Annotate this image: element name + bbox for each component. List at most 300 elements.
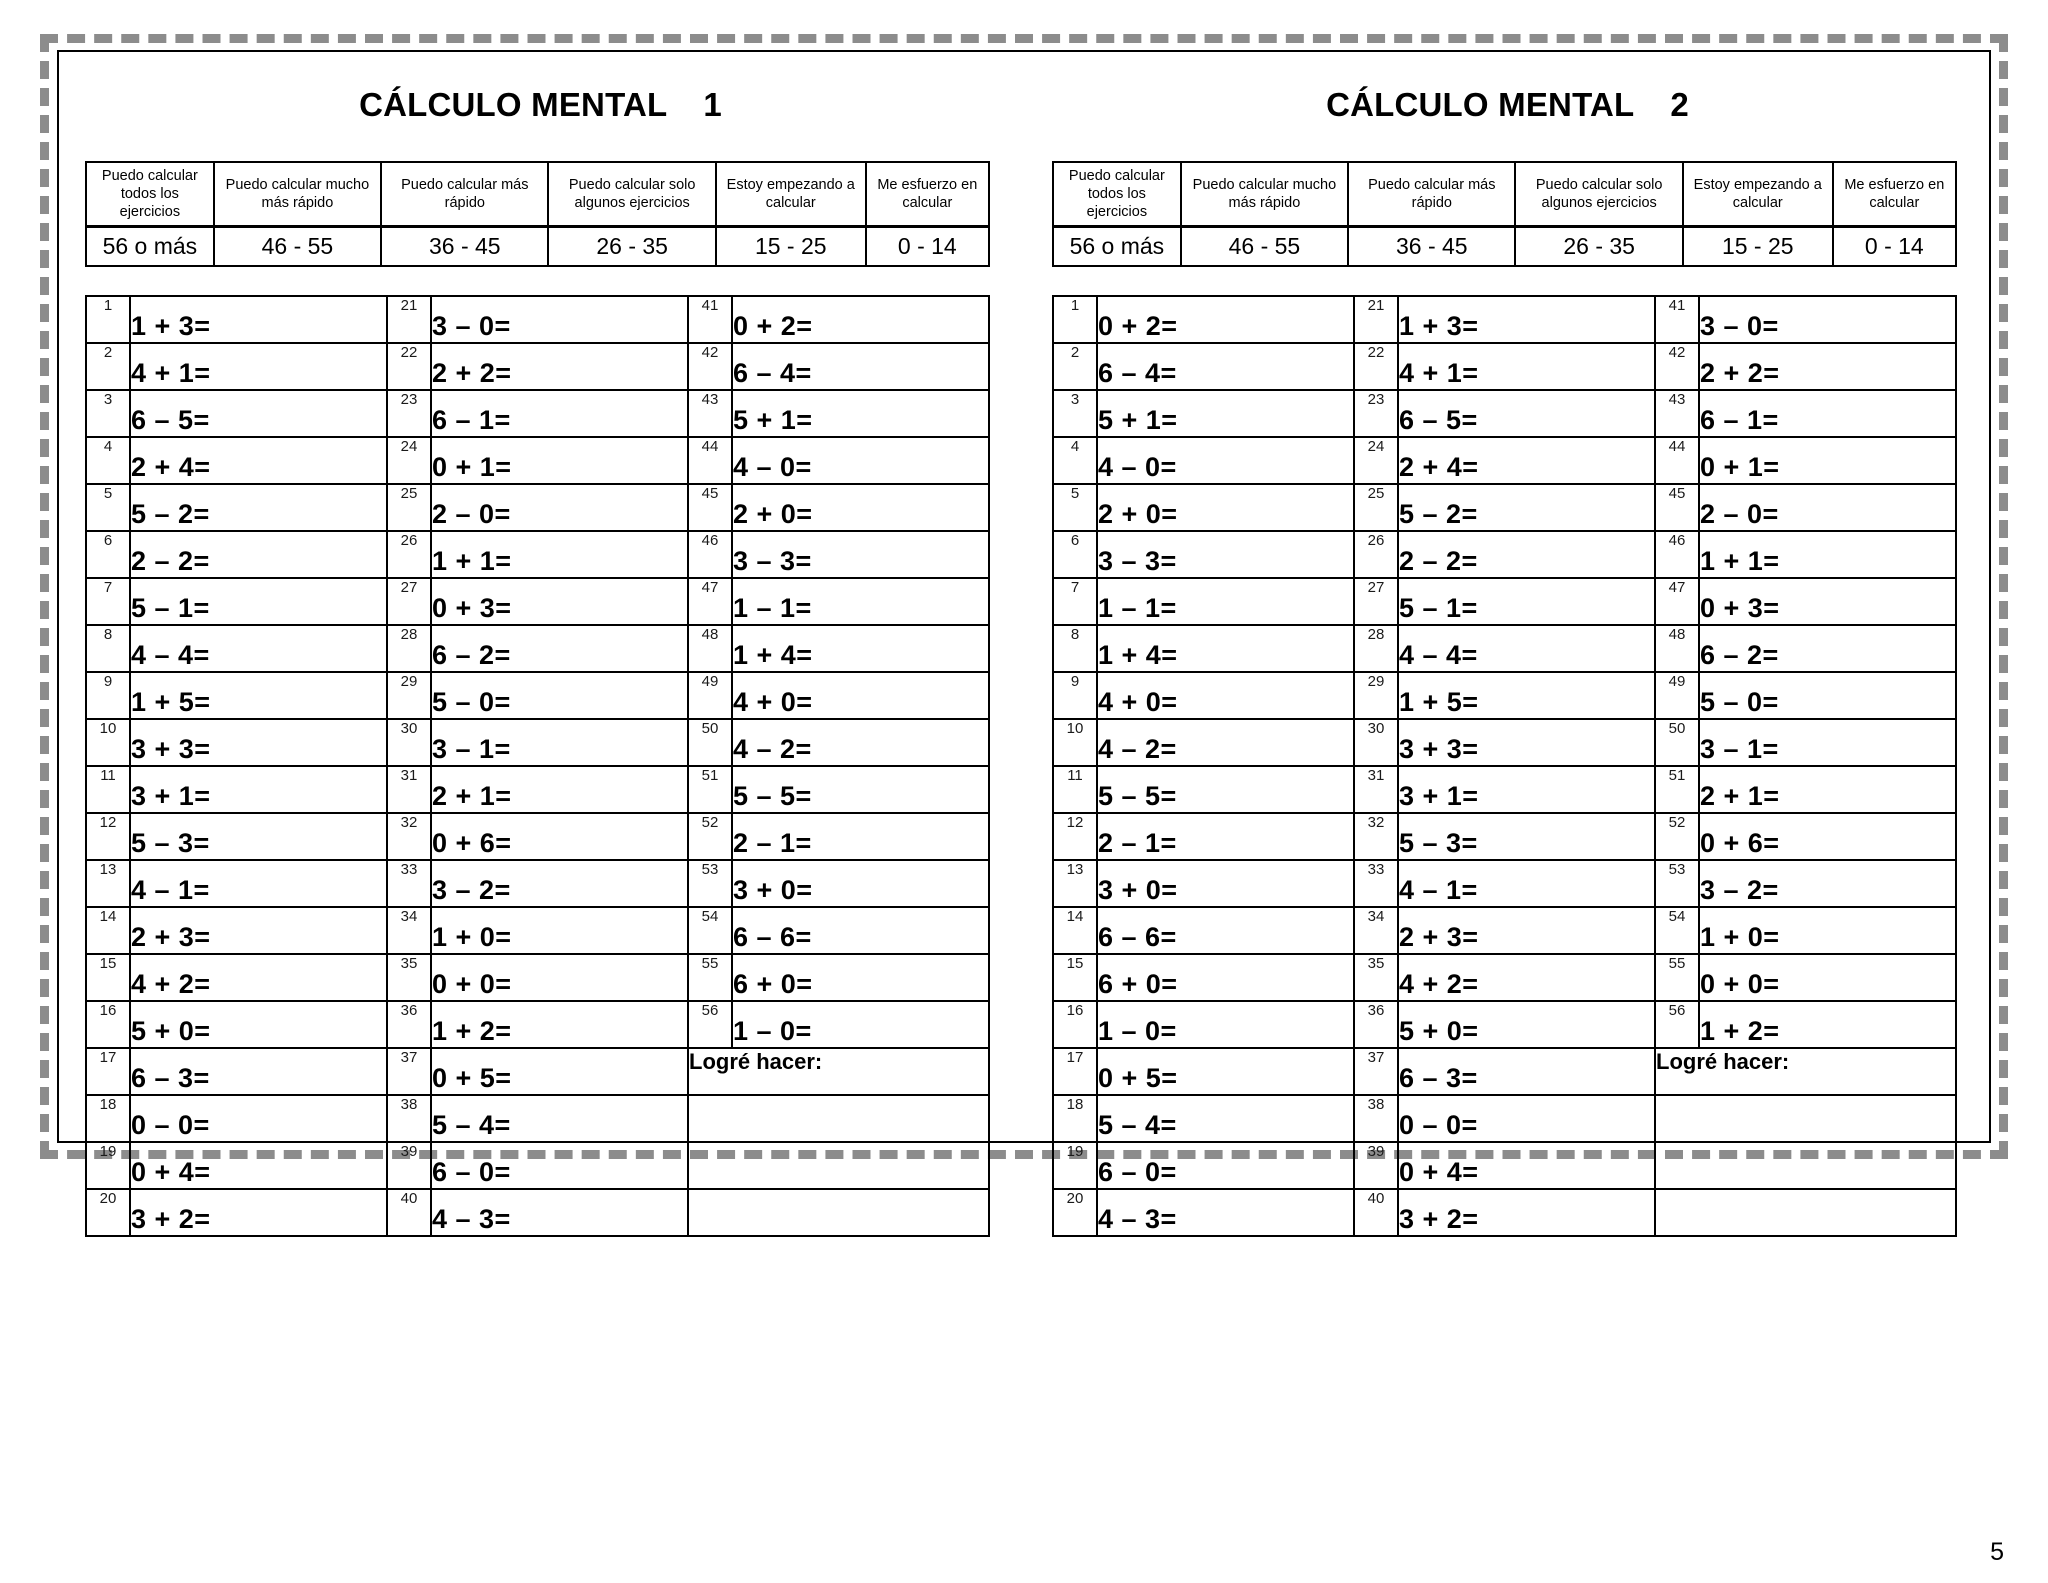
exercise-cell[interactable]: 5 – 2= xyxy=(1398,484,1655,531)
exercise-cell[interactable]: 0 + 0= xyxy=(1699,954,1956,1001)
table-row xyxy=(1053,1189,1956,1236)
table-row xyxy=(86,390,989,437)
exercise-cell[interactable]: 6 – 3= xyxy=(1398,1048,1655,1095)
row-index: 7 xyxy=(1053,578,1097,625)
exercise-cell[interactable]: 3 – 0= xyxy=(431,296,688,343)
row-index: 44 xyxy=(1655,437,1699,484)
self-assessment-scale xyxy=(1024,161,1991,267)
row-index: 5 xyxy=(86,484,130,531)
row-index: 34 xyxy=(1354,907,1398,954)
scale-label-0: Puedo calcular todos los ejercicios xyxy=(86,162,214,227)
table-row xyxy=(86,907,989,954)
row-index: 45 xyxy=(1655,484,1699,531)
exercise-cell[interactable]: 5 – 1= xyxy=(1398,578,1655,625)
row-index: 10 xyxy=(1053,719,1097,766)
exercise-cell[interactable]: 0 – 0= xyxy=(1398,1095,1655,1142)
row-index: 11 xyxy=(1053,766,1097,813)
row-index: 41 xyxy=(1655,296,1699,343)
row-index: 27 xyxy=(1354,578,1398,625)
exercise-cell[interactable]: 6 – 4= xyxy=(1097,343,1354,390)
exercise-cell[interactable]: 4 + 1= xyxy=(1398,343,1655,390)
scale-range-0[interactable]: 56 o más xyxy=(86,227,214,266)
scale-label-row xyxy=(1053,162,1956,227)
table-row xyxy=(86,1048,989,1095)
exercise-cell[interactable]: 5 – 4= xyxy=(431,1095,688,1142)
table-row xyxy=(86,719,989,766)
row-index: 42 xyxy=(1655,343,1699,390)
row-index: 39 xyxy=(1354,1142,1398,1189)
exercise-cell[interactable]: 0 + 6= xyxy=(1699,813,1956,860)
page-title xyxy=(57,86,1024,124)
scale-range-5[interactable]: 0 - 14 xyxy=(866,227,989,266)
row-index: 34 xyxy=(387,907,431,954)
exercise-cell[interactable]: 0 + 2= xyxy=(1097,296,1354,343)
row-index: 18 xyxy=(1053,1095,1097,1142)
row-index: 31 xyxy=(387,766,431,813)
row-index: 16 xyxy=(1053,1001,1097,1048)
exercise-cell[interactable]: 2 + 0= xyxy=(1097,484,1354,531)
exercise-cell[interactable]: 0 + 3= xyxy=(1699,578,1956,625)
scale-range-3[interactable]: 26 - 35 xyxy=(1515,227,1682,266)
exercise-cell[interactable]: 2 – 2= xyxy=(130,531,387,578)
row-index: 1 xyxy=(1053,296,1097,343)
exercise-cell[interactable]: 5 – 3= xyxy=(1398,813,1655,860)
exercise-cell[interactable]: 4 + 2= xyxy=(130,954,387,1001)
row-index: 50 xyxy=(1655,719,1699,766)
exercise-cell[interactable]: 0 – 0= xyxy=(130,1095,387,1142)
row-index: 13 xyxy=(86,860,130,907)
table-row xyxy=(86,1001,989,1048)
exercise-cell[interactable]: 2 + 0= xyxy=(732,484,989,531)
row-index: 53 xyxy=(1655,860,1699,907)
scale-label-0: Puedo calcular todos los ejercicios xyxy=(1053,162,1181,227)
row-index: 52 xyxy=(1655,813,1699,860)
exercise-cell[interactable]: 1 + 1= xyxy=(1699,531,1956,578)
row-index: 35 xyxy=(387,954,431,1001)
exercise-cell[interactable]: 6 – 0= xyxy=(431,1142,688,1189)
exercise-cell[interactable]: 5 – 1= xyxy=(130,578,387,625)
exercise-cell[interactable]: 4 – 3= xyxy=(1097,1189,1354,1236)
achievement-answer-area[interactable] xyxy=(688,1095,989,1142)
row-index: 1 xyxy=(86,296,130,343)
row-index: 54 xyxy=(688,907,732,954)
exercise-cell[interactable]: 0 + 6= xyxy=(431,813,688,860)
row-index: 43 xyxy=(1655,390,1699,437)
scale-range-2[interactable]: 36 - 45 xyxy=(381,227,548,266)
exercise-cell[interactable]: 2 + 1= xyxy=(431,766,688,813)
exercise-cell[interactable]: 6 – 6= xyxy=(1097,907,1354,954)
scale-label-1: Puedo calcular mucho más rápido xyxy=(214,162,381,227)
table-row xyxy=(86,1095,989,1142)
exercise-cell[interactable]: 1 + 0= xyxy=(431,907,688,954)
exercise-cell[interactable]: 6 – 2= xyxy=(431,625,688,672)
exercise-cell[interactable]: 1 + 3= xyxy=(130,296,387,343)
exercise-cell[interactable]: 6 – 1= xyxy=(1699,390,1956,437)
exercise-cell[interactable]: 6 – 5= xyxy=(1398,390,1655,437)
exercise-cell[interactable]: 2 + 1= xyxy=(1699,766,1956,813)
exercise-cell[interactable]: 4 – 0= xyxy=(1097,437,1354,484)
exercise-cell[interactable]: 6 – 4= xyxy=(732,343,989,390)
scale-range-3[interactable]: 26 - 35 xyxy=(548,227,715,266)
row-index: 12 xyxy=(86,813,130,860)
row-index: 2 xyxy=(86,343,130,390)
row-index: 46 xyxy=(688,531,732,578)
scale-label-3: Puedo calcular solo algunos ejercicios xyxy=(548,162,715,227)
row-index: 50 xyxy=(688,719,732,766)
exercise-cell[interactable]: 5 + 1= xyxy=(1097,390,1354,437)
row-index: 49 xyxy=(688,672,732,719)
row-index: 14 xyxy=(1053,907,1097,954)
exercise-cell[interactable]: 1 + 5= xyxy=(130,672,387,719)
table-row xyxy=(86,813,989,860)
exercise-cell[interactable]: 3 – 1= xyxy=(431,719,688,766)
row-index: 14 xyxy=(86,907,130,954)
exercise-cell[interactable]: 3 – 0= xyxy=(1699,296,1956,343)
row-index: 5 xyxy=(1053,484,1097,531)
table-row xyxy=(86,578,989,625)
scale-label-5: Me esfuerzo en calcular xyxy=(1833,162,1956,227)
worksheet-container xyxy=(57,50,1991,1235)
exercise-cell[interactable]: 2 – 0= xyxy=(1699,484,1956,531)
row-index: 17 xyxy=(1053,1048,1097,1095)
exercise-cell[interactable]: 6 – 6= xyxy=(732,907,989,954)
row-index: 53 xyxy=(688,860,732,907)
row-index: 26 xyxy=(387,531,431,578)
exercise-cell[interactable]: 3 + 1= xyxy=(1398,766,1655,813)
row-index: 6 xyxy=(86,531,130,578)
row-index: 30 xyxy=(387,719,431,766)
row-index: 6 xyxy=(1053,531,1097,578)
exercise-cell[interactable]: 1 + 3= xyxy=(1398,296,1655,343)
scale-label-row xyxy=(86,162,989,227)
exercise-cell[interactable]: 5 – 5= xyxy=(1097,766,1354,813)
row-index: 44 xyxy=(688,437,732,484)
row-index: 40 xyxy=(1354,1189,1398,1236)
exercise-cell[interactable]: 4 – 3= xyxy=(431,1189,688,1236)
exercise-cell[interactable]: 2 – 1= xyxy=(732,813,989,860)
row-index: 36 xyxy=(1354,1001,1398,1048)
exercise-cell[interactable]: 5 – 0= xyxy=(431,672,688,719)
exercise-cell[interactable]: 3 + 1= xyxy=(130,766,387,813)
row-index: 33 xyxy=(387,860,431,907)
exercise-cell[interactable]: 5 – 5= xyxy=(732,766,989,813)
row-index: 49 xyxy=(1655,672,1699,719)
exercise-cell[interactable]: 1 + 2= xyxy=(1699,1001,1956,1048)
row-index: 21 xyxy=(1354,296,1398,343)
row-index: 19 xyxy=(1053,1142,1097,1189)
exercise-cell[interactable]: 2 + 4= xyxy=(1398,437,1655,484)
exercise-cell[interactable]: 4 + 2= xyxy=(1398,954,1655,1001)
table-row xyxy=(86,1142,989,1189)
row-index: 9 xyxy=(1053,672,1097,719)
row-index: 37 xyxy=(1354,1048,1398,1095)
row-index: 24 xyxy=(387,437,431,484)
exercise-grid xyxy=(1024,295,1991,1237)
exercise-cell[interactable]: 0 + 0= xyxy=(431,954,688,1001)
exercise-cell[interactable]: 0 + 5= xyxy=(431,1048,688,1095)
row-index: 47 xyxy=(1655,578,1699,625)
exercise-cell[interactable]: 6 + 0= xyxy=(1097,954,1354,1001)
exercise-cell[interactable]: 2 + 2= xyxy=(431,343,688,390)
exercise-cell[interactable]: 0 + 1= xyxy=(1699,437,1956,484)
exercise-cell[interactable]: 4 – 1= xyxy=(130,860,387,907)
table-row xyxy=(1053,390,1956,437)
table-row xyxy=(1053,1048,1956,1095)
exercise-cell[interactable]: 6 – 5= xyxy=(130,390,387,437)
exercise-cell[interactable]: 1 – 1= xyxy=(732,578,989,625)
exercise-cell[interactable]: 2 – 0= xyxy=(431,484,688,531)
row-index: 37 xyxy=(387,1048,431,1095)
row-index: 38 xyxy=(387,1095,431,1142)
exercise-cell[interactable]: 5 – 3= xyxy=(130,813,387,860)
table-row xyxy=(86,343,989,390)
table-row xyxy=(1053,1095,1956,1142)
exercise-cell[interactable]: 5 – 2= xyxy=(130,484,387,531)
exercise-cell[interactable]: 3 – 3= xyxy=(732,531,989,578)
row-index: 35 xyxy=(1354,954,1398,1001)
table-row xyxy=(86,296,989,343)
exercise-cell[interactable]: 0 + 1= xyxy=(431,437,688,484)
table-row xyxy=(1053,766,1956,813)
scale-range-4[interactable]: 15 - 25 xyxy=(1683,227,1833,266)
worksheet-2 xyxy=(1024,50,1991,1235)
row-index: 17 xyxy=(86,1048,130,1095)
exercise-cell[interactable]: 5 + 1= xyxy=(732,390,989,437)
exercise-cell[interactable]: 3 – 2= xyxy=(1699,860,1956,907)
exercise-cell[interactable]: 2 + 3= xyxy=(1398,907,1655,954)
exercise-cell[interactable]: 1 + 4= xyxy=(1097,625,1354,672)
page-number: 5 xyxy=(1990,1538,2004,1566)
row-index: 9 xyxy=(86,672,130,719)
row-index: 55 xyxy=(1655,954,1699,1001)
row-index: 54 xyxy=(1655,907,1699,954)
scale-range-row xyxy=(1053,227,1956,266)
exercise-cell[interactable]: 3 – 3= xyxy=(1097,531,1354,578)
table-row xyxy=(86,1189,989,1236)
row-index: 28 xyxy=(387,625,431,672)
exercise-cell[interactable]: 6 – 0= xyxy=(1097,1142,1354,1189)
exercise-cell[interactable]: 3 – 1= xyxy=(1699,719,1956,766)
row-index: 51 xyxy=(1655,766,1699,813)
row-index: 20 xyxy=(1053,1189,1097,1236)
row-index: 38 xyxy=(1354,1095,1398,1142)
exercise-cell[interactable]: 0 + 5= xyxy=(1097,1048,1354,1095)
exercise-cell[interactable]: 1 + 1= xyxy=(431,531,688,578)
row-index: 23 xyxy=(387,390,431,437)
row-index: 2 xyxy=(1053,343,1097,390)
achievement-answer-area[interactable] xyxy=(1655,1142,1956,1189)
exercise-cell[interactable]: 4 – 2= xyxy=(732,719,989,766)
row-index: 43 xyxy=(688,390,732,437)
table-row xyxy=(1053,860,1956,907)
exercise-cell[interactable]: 3 + 3= xyxy=(1398,719,1655,766)
page-title xyxy=(1024,86,1991,124)
row-index: 52 xyxy=(688,813,732,860)
row-index: 47 xyxy=(688,578,732,625)
exercise-cell[interactable]: 5 – 0= xyxy=(1699,672,1956,719)
scale-range-1[interactable]: 46 - 55 xyxy=(1181,227,1348,266)
row-index: 46 xyxy=(1655,531,1699,578)
exercise-cell[interactable]: 0 + 3= xyxy=(431,578,688,625)
row-index: 45 xyxy=(688,484,732,531)
exercise-cell[interactable]: 4 + 1= xyxy=(130,343,387,390)
exercise-cell[interactable]: 4 – 0= xyxy=(732,437,989,484)
exercise-cell[interactable]: 4 – 2= xyxy=(1097,719,1354,766)
exercise-cell[interactable]: 4 – 4= xyxy=(1398,625,1655,672)
exercise-cell[interactable]: 0 + 4= xyxy=(130,1142,387,1189)
row-index: 30 xyxy=(1354,719,1398,766)
exercise-cell[interactable]: 3 – 2= xyxy=(431,860,688,907)
exercise-cell[interactable]: 1 – 1= xyxy=(1097,578,1354,625)
row-index: 3 xyxy=(86,390,130,437)
scale-label-5: Me esfuerzo en calcular xyxy=(866,162,989,227)
row-index: 27 xyxy=(387,578,431,625)
row-index: 21 xyxy=(387,296,431,343)
exercise-cell[interactable]: 1 + 2= xyxy=(431,1001,688,1048)
exercise-cell[interactable]: 1 + 0= xyxy=(1699,907,1956,954)
exercise-cell[interactable]: 1 – 0= xyxy=(1097,1001,1354,1048)
exercise-cell[interactable]: 3 + 0= xyxy=(1097,860,1354,907)
exercise-cell[interactable]: 1 + 5= xyxy=(1398,672,1655,719)
row-index: 41 xyxy=(688,296,732,343)
row-index: 3 xyxy=(1053,390,1097,437)
exercise-cell[interactable]: 5 – 4= xyxy=(1097,1095,1354,1142)
scale-range-1[interactable]: 46 - 55 xyxy=(214,227,381,266)
exercise-cell[interactable]: 5 + 0= xyxy=(1398,1001,1655,1048)
table-row xyxy=(1053,343,1956,390)
exercise-cell[interactable]: 3 + 2= xyxy=(130,1189,387,1236)
scale-label-2: Puedo calcular más rápido xyxy=(381,162,548,227)
achievement-answer-area[interactable] xyxy=(688,1142,989,1189)
row-index: 40 xyxy=(387,1189,431,1236)
exercise-cell[interactable]: 6 – 2= xyxy=(1699,625,1956,672)
exercise-cell[interactable]: 3 + 2= xyxy=(1398,1189,1655,1236)
row-index: 25 xyxy=(387,484,431,531)
row-index: 32 xyxy=(387,813,431,860)
exercise-cell[interactable]: 0 + 2= xyxy=(732,296,989,343)
exercise-cell[interactable]: 4 – 1= xyxy=(1398,860,1655,907)
table-row xyxy=(1053,625,1956,672)
scale-label-2: Puedo calcular más rápido xyxy=(1348,162,1515,227)
row-index: 36 xyxy=(387,1001,431,1048)
table-row xyxy=(1053,484,1956,531)
table-row xyxy=(86,766,989,813)
scale-range-4[interactable]: 15 - 25 xyxy=(716,227,866,266)
table-row xyxy=(1053,813,1956,860)
scale-label-4: Estoy empezando a calcular xyxy=(716,162,866,227)
exercise-cell[interactable]: 4 + 0= xyxy=(732,672,989,719)
row-index: 16 xyxy=(86,1001,130,1048)
table-row xyxy=(1053,672,1956,719)
row-index: 32 xyxy=(1354,813,1398,860)
scale-range-2[interactable]: 36 - 45 xyxy=(1348,227,1515,266)
table-row xyxy=(1053,954,1956,1001)
row-index: 15 xyxy=(1053,954,1097,1001)
row-index: 29 xyxy=(1354,672,1398,719)
row-index: 48 xyxy=(688,625,732,672)
scale-range-0[interactable]: 56 o más xyxy=(1053,227,1181,266)
row-index: 12 xyxy=(1053,813,1097,860)
achievement-label: Logré hacer: xyxy=(688,1048,989,1095)
row-index: 28 xyxy=(1354,625,1398,672)
row-index: 29 xyxy=(387,672,431,719)
exercise-cell[interactable]: 6 + 0= xyxy=(732,954,989,1001)
worksheet-number: 2 xyxy=(1670,86,1689,123)
row-index: 22 xyxy=(387,343,431,390)
exercise-cell[interactable]: 2 – 2= xyxy=(1398,531,1655,578)
table-row xyxy=(86,672,989,719)
exercise-cell[interactable]: 5 + 0= xyxy=(130,1001,387,1048)
row-index: 10 xyxy=(86,719,130,766)
exercise-cell[interactable]: 2 – 1= xyxy=(1097,813,1354,860)
exercise-cell[interactable]: 2 + 4= xyxy=(130,437,387,484)
exercise-grid xyxy=(57,295,1024,1237)
worksheet-1 xyxy=(57,50,1024,1235)
worksheet-number: 1 xyxy=(703,86,722,123)
achievement-answer-area[interactable] xyxy=(688,1189,989,1236)
row-index: 56 xyxy=(688,1001,732,1048)
row-index: 8 xyxy=(86,625,130,672)
row-index: 23 xyxy=(1354,390,1398,437)
exercise-cell[interactable]: 4 – 4= xyxy=(130,625,387,672)
exercise-cell[interactable]: 6 – 1= xyxy=(431,390,688,437)
row-index: 33 xyxy=(1354,860,1398,907)
exercise-cell[interactable]: 3 + 0= xyxy=(732,860,989,907)
table-row xyxy=(1053,437,1956,484)
table-row xyxy=(1053,578,1956,625)
exercise-cell[interactable]: 2 + 3= xyxy=(130,907,387,954)
row-index: 22 xyxy=(1354,343,1398,390)
row-index: 55 xyxy=(688,954,732,1001)
row-index: 31 xyxy=(1354,766,1398,813)
row-index: 13 xyxy=(1053,860,1097,907)
row-index: 19 xyxy=(86,1142,130,1189)
row-index: 7 xyxy=(86,578,130,625)
table-row xyxy=(1053,296,1956,343)
row-index: 20 xyxy=(86,1189,130,1236)
scale-range-5[interactable]: 0 - 14 xyxy=(1833,227,1956,266)
exercise-cell[interactable]: 3 + 3= xyxy=(130,719,387,766)
exercise-cell[interactable]: 0 + 4= xyxy=(1398,1142,1655,1189)
exercise-cell[interactable]: 2 + 2= xyxy=(1699,343,1956,390)
row-index: 15 xyxy=(86,954,130,1001)
row-index: 4 xyxy=(86,437,130,484)
row-index: 18 xyxy=(86,1095,130,1142)
table-row xyxy=(86,625,989,672)
row-index: 8 xyxy=(1053,625,1097,672)
row-index: 25 xyxy=(1354,484,1398,531)
achievement-answer-area[interactable] xyxy=(1655,1189,1956,1236)
scale-label-4: Estoy empezando a calcular xyxy=(1683,162,1833,227)
row-index: 42 xyxy=(688,343,732,390)
achievement-label: Logré hacer: xyxy=(1655,1048,1956,1095)
exercise-cell[interactable]: 1 + 4= xyxy=(732,625,989,672)
exercise-cell[interactable]: 6 – 3= xyxy=(130,1048,387,1095)
table-row xyxy=(86,484,989,531)
table-row xyxy=(86,860,989,907)
scale-label-3: Puedo calcular solo algunos ejercicios xyxy=(1515,162,1682,227)
exercise-cell[interactable]: 1 – 0= xyxy=(732,1001,989,1048)
self-assessment-scale xyxy=(57,161,1024,267)
table-row xyxy=(86,437,989,484)
achievement-answer-area[interactable] xyxy=(1655,1095,1956,1142)
scale-range-row xyxy=(86,227,989,266)
row-index: 51 xyxy=(688,766,732,813)
row-index: 4 xyxy=(1053,437,1097,484)
row-index: 26 xyxy=(1354,531,1398,578)
table-row xyxy=(86,954,989,1001)
exercise-cell[interactable]: 4 + 0= xyxy=(1097,672,1354,719)
